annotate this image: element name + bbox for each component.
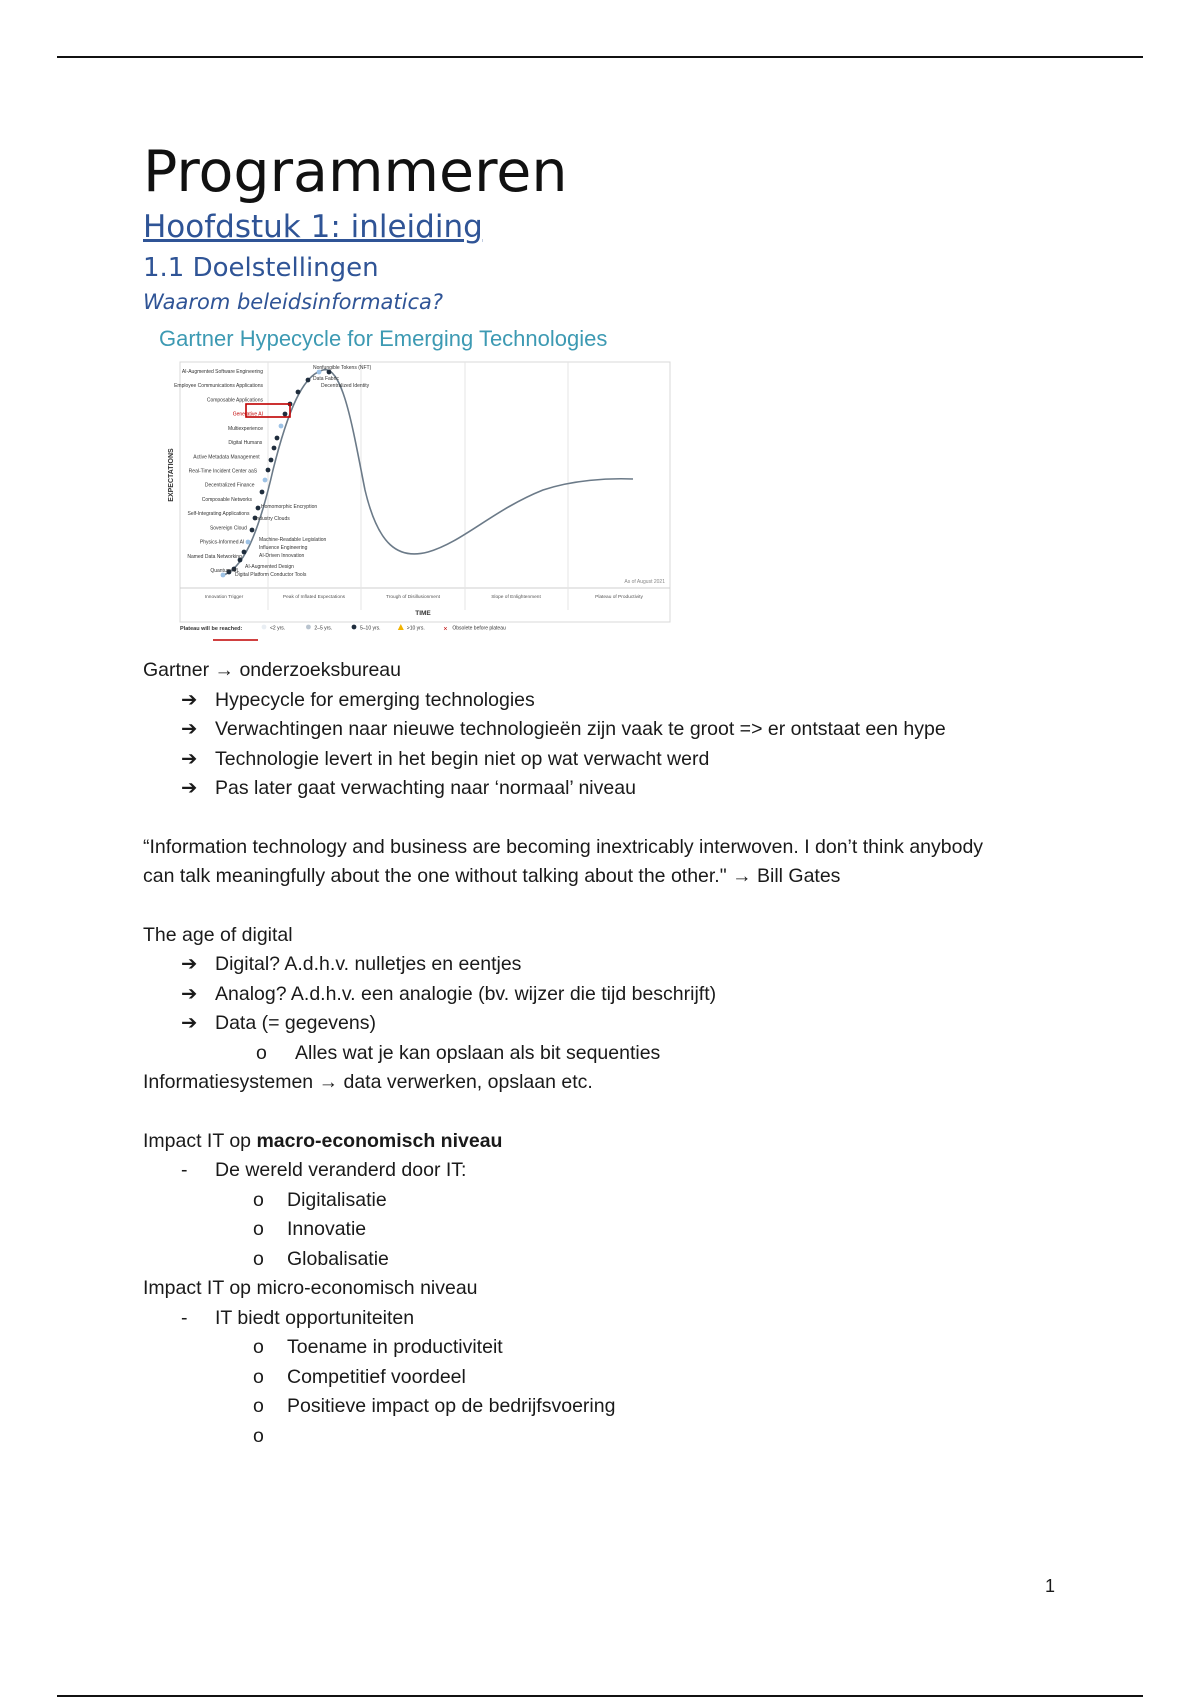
point-label: Composable Applications xyxy=(206,397,263,404)
curve-point xyxy=(272,446,277,451)
list-item xyxy=(181,1156,1073,1186)
point-label: Digital Platform Conductor Tools xyxy=(235,572,307,578)
curve-point xyxy=(283,412,288,417)
circle-bullet-icon: o xyxy=(253,1188,264,1211)
curve-point xyxy=(250,528,255,533)
point-label: Employee Communications Applications xyxy=(174,383,263,390)
quote-line-1: “Information technology and business are becoming inextricably interwoven. I don’t think anybody xyxy=(143,835,984,858)
point-label: Industry Clouds xyxy=(255,516,290,522)
point-label: Physics-Informed AI xyxy=(199,539,245,546)
curve-point xyxy=(275,436,280,441)
circle-bullet-icon: o xyxy=(253,1247,264,1270)
phase-label: Peak of Inflated Expectations xyxy=(282,595,346,600)
arrow-bullet-icon: ➔ xyxy=(181,747,198,770)
phase-label: Slope of Enlightenment xyxy=(491,595,541,600)
list-item xyxy=(181,1304,1073,1334)
page-number: 1 xyxy=(1045,1576,1056,1596)
arrow-bullet-icon: ➔ xyxy=(181,777,198,799)
legend-marker xyxy=(352,625,357,630)
point-label: AI-Driven Innovation xyxy=(259,553,305,559)
list-item xyxy=(253,1392,1073,1422)
gartner-lead: Gartner → onderzoeksbureau xyxy=(143,659,401,681)
curve-point xyxy=(279,424,284,429)
legend-marker: × xyxy=(443,626,448,633)
legend xyxy=(262,624,506,633)
curve-point xyxy=(296,390,301,395)
arrow-bullet-icon: ➔ xyxy=(181,982,198,1005)
legend-item: <2 yrs. xyxy=(270,625,286,632)
list-item xyxy=(181,686,1073,716)
point-label: Quantum ML xyxy=(210,568,240,574)
informatiesystemen-line: Informatiesystemen → data verwerken, opslaan etc. xyxy=(143,1071,593,1093)
list-item-text: De wereld veranderd door IT: xyxy=(215,1159,467,1181)
digital-list xyxy=(143,950,1073,1039)
date-note: As of August 2021 xyxy=(624,579,665,585)
point-label: Decentralized Finance xyxy=(204,482,255,489)
point-label: Sovereign Cloud xyxy=(209,525,247,532)
point-label: AI-Augmented Design xyxy=(245,564,294,570)
list-item-text: Analog? A.d.h.v. een analogie (bv. wijzer die tijd beschrijft) xyxy=(215,982,717,1005)
chapter-heading[interactable]: Hoofdstuk 1: inleiding xyxy=(143,209,483,245)
curve-point xyxy=(246,540,251,545)
subsection-heading: Waarom beleidsinformatica? xyxy=(143,290,444,314)
micro-list xyxy=(143,1304,1073,1334)
list-item xyxy=(181,774,1073,804)
list-item xyxy=(253,1422,1073,1452)
list-item xyxy=(253,1245,1073,1275)
digital-lead: The age of digital xyxy=(143,923,293,946)
section-heading: 1.1 Doelstellingen xyxy=(143,253,379,283)
hypecycle-chart xyxy=(143,320,713,652)
list-item-text: Technologie levert in het begin niet op wat verwacht werd xyxy=(215,747,710,770)
point-label: Digital Humans xyxy=(228,440,263,447)
macro-sublist xyxy=(143,1186,1073,1275)
list-item-text: Positieve impact op de bedrijfsvoering xyxy=(287,1395,616,1417)
point-label: Real-Time Incident Center aaS xyxy=(188,468,258,475)
page-body xyxy=(143,140,1073,1451)
point-label: Multiexperience xyxy=(227,425,263,432)
circle-bullet-icon: o xyxy=(256,1041,267,1064)
legend-item: >10 yrs. xyxy=(406,625,425,632)
legend-marker xyxy=(262,625,267,630)
point-label: Self-Integrating Applications xyxy=(187,511,250,518)
macro-lead-prefix: Impact IT op xyxy=(143,1129,257,1152)
phase-label: Innovation Trigger xyxy=(204,595,244,600)
legend-marker xyxy=(306,625,311,630)
circle-bullet-icon: o xyxy=(253,1336,264,1358)
list-item-text: Globalisatie xyxy=(287,1247,389,1270)
point-label: Nonfungible Tokens (NFT) xyxy=(313,365,372,371)
list-item-text: Hypecycle for emerging technologies xyxy=(215,688,535,711)
curve-point xyxy=(306,378,311,383)
macro-lead xyxy=(143,1127,1073,1157)
arrow-bullet-icon: ➔ xyxy=(181,688,198,711)
legend-item: 2–5 yrs. xyxy=(314,625,333,632)
legend-item: 5–10 yrs. xyxy=(360,625,381,632)
point-label: Influence Engineering xyxy=(259,545,308,551)
list-item-text: Innovatie xyxy=(287,1218,367,1240)
list-item xyxy=(181,745,1073,775)
curve-point xyxy=(242,550,247,555)
list-item xyxy=(181,715,1073,745)
list-item xyxy=(181,950,1073,980)
list-item xyxy=(256,1039,1073,1069)
dash-bullet-icon: - xyxy=(181,1306,188,1329)
phase-label: Plateau of Productivity xyxy=(595,595,643,600)
list-item-text: Toename in productiviteit xyxy=(287,1336,503,1358)
list-item-text: Competitief voordeel xyxy=(287,1365,466,1388)
circle-bullet-icon: o xyxy=(253,1424,264,1447)
point-label: Composable Networks xyxy=(201,496,253,503)
header-rule xyxy=(57,56,1143,58)
arrow-bullet-icon: ➔ xyxy=(181,953,198,975)
arrow-bullet-icon: ➔ xyxy=(181,1012,198,1034)
circle-bullet-icon: o xyxy=(253,1365,264,1388)
footer-rule xyxy=(57,1695,1143,1697)
list-item xyxy=(253,1363,1073,1393)
legend-marker xyxy=(398,624,404,630)
point-label: Machine-Readable Legislation xyxy=(259,537,327,543)
arrow-bullet-icon: ➔ xyxy=(181,718,198,740)
list-item-text: IT biedt opportuniteiten xyxy=(215,1306,415,1329)
macro-lead-bold: macro-economisch niveau xyxy=(256,1129,503,1152)
curve-point xyxy=(263,478,268,483)
curve-point xyxy=(256,506,261,511)
circle-bullet-icon: o xyxy=(253,1218,264,1240)
point-label: Named Data Networking xyxy=(187,553,242,560)
document-title: Programmeren xyxy=(143,139,568,205)
point-label: Decentralized Identity xyxy=(321,383,370,389)
gartner-list xyxy=(143,686,1073,804)
point-label: Active Metadata Management xyxy=(193,454,260,461)
legend-item: Obsolete before plateau xyxy=(452,625,506,632)
curve-point xyxy=(266,468,271,473)
macro-list xyxy=(143,1156,1073,1186)
circle-bullet-icon: o xyxy=(253,1395,264,1417)
list-item xyxy=(253,1333,1073,1363)
list-item xyxy=(181,1009,1073,1039)
list-item xyxy=(181,980,1073,1010)
point-label: Data Fabric xyxy=(313,376,339,382)
list-item-text: Data (= gegevens) xyxy=(215,1012,376,1034)
y-axis-label: EXPECTATIONS xyxy=(168,448,175,502)
phase-label: Trough of Disillusionment xyxy=(386,595,440,600)
curve-point xyxy=(269,458,274,463)
list-item-text: Pas later gaat verwachting naar ‘normaal’ niveau xyxy=(215,777,636,799)
list-item xyxy=(253,1186,1073,1216)
list-item-text: Verwachtingen naar nieuwe technologieën zijn vaak te groot => er ontstaat een hype xyxy=(215,718,946,740)
list-item-text: Alles wat je kan opslaan als bit sequenties xyxy=(295,1041,661,1064)
micro-sublist xyxy=(143,1333,1073,1451)
point-label: AI-Augmented Software Engineering xyxy=(181,369,263,375)
figure-title: Gartner Hypecycle for Emerging Technologies xyxy=(159,326,608,351)
micro-lead: Impact IT op micro-economisch niveau xyxy=(143,1277,478,1299)
curve-point xyxy=(260,490,265,495)
legend-label: Plateau will be reached: xyxy=(180,626,243,632)
dash-bullet-icon: - xyxy=(181,1159,188,1181)
x-axis-label: TIME xyxy=(415,610,431,617)
quote-line-2: can talk meaningfully about the one without talking about the other." → Bill Gates xyxy=(143,865,841,887)
point-label: Generative AI xyxy=(232,411,263,418)
list-item-text: Digitalisatie xyxy=(287,1188,387,1211)
digital-sublist xyxy=(143,1039,1073,1069)
point-label: Homomorphic Encryption xyxy=(261,504,318,510)
list-item xyxy=(253,1215,1073,1245)
list-item-text: Digital? A.d.h.v. nulletjes en eentjes xyxy=(215,953,522,975)
hypecycle-figure xyxy=(143,320,713,652)
